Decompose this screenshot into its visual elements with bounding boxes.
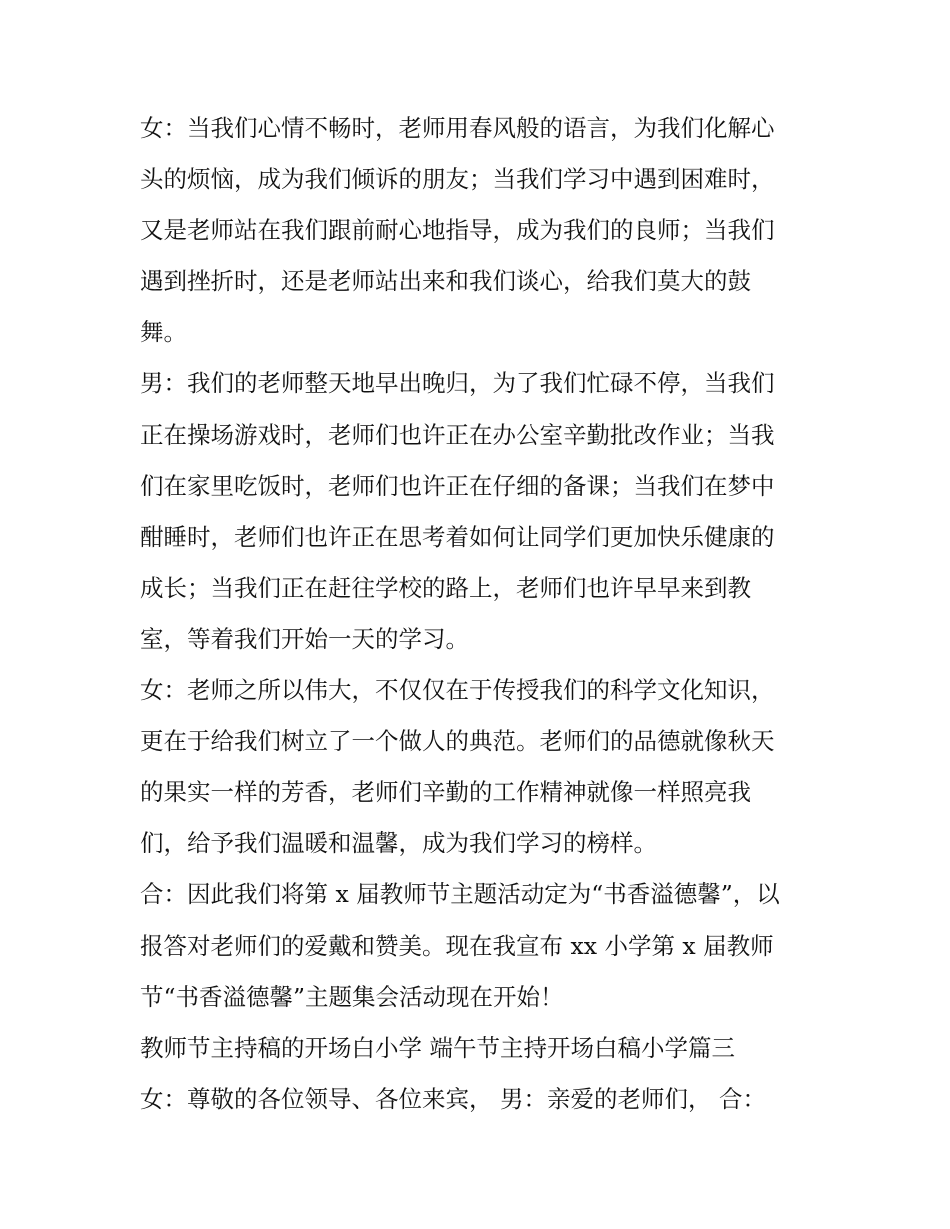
section-heading: 教师节主持稿的开场白小学 端午节主持开场白稿小学篇三 [140,1033,735,1062]
text-line: 正在操场游戏时，老师们也许正在办公室辛勤批改作业；当我 [140,420,775,449]
text-line: 合：因此我们将第 x 届教师节主题活动定为“书香溢德馨”，以 [140,880,780,909]
text-line: 女：老师之所以伟大，不仅仅在于传授我们的科学文化知识， [140,676,775,705]
text-line: 又是老师站在我们跟前耐心地指导，成为我们的良师；当我们 [140,216,775,245]
text-line: 报答对老师们的爱戴和赞美。现在我宣布 xx 小学第 x 届教师 [140,931,774,960]
text-line: 舞。 [140,318,187,347]
text-line: 遇到挫折时，还是老师站出来和我们谈心，给我们莫大的鼓 [140,267,751,296]
text-line: 们，给予我们温暖和温馨，成为我们学习的榜样。 [140,829,657,858]
text-line: 们在家里吃饭时，老师们也许正在仔细的备课；当我们在梦中 [140,471,775,500]
text-line: 室，等着我们开始一天的学习。 [140,624,469,653]
text-line: 节“书香溢德馨”主题集会活动现在开始！ [140,982,564,1011]
text-line: 成长；当我们正在赶往学校的路上，老师们也许早早来到教 [140,573,751,602]
document-body [140,103,830,1125]
text-line: 女：尊敬的各位领导、各位来宾， 男：亲爱的老师们， 合： [140,1084,766,1113]
text-line: 更在于给我们树立了一个做人的典范。老师们的品德就像秋天 [140,727,775,756]
text-line: 头的烦恼，成为我们倾诉的朋友；当我们学习中遇到困难时， [140,165,775,194]
text-line: 酣睡时，老师们也许正在思考着如何让同学们更加快乐健康的 [140,522,775,551]
text-line: 的果实一样的芳香，老师们辛勤的工作精神就像一样照亮我 [140,778,751,807]
text-line: 男：我们的老师整天地早出晚归，为了我们忙碌不停，当我们 [140,369,775,398]
text-line: 女：当我们心情不畅时，老师用春风般的语言，为我们化解心 [140,114,775,142]
